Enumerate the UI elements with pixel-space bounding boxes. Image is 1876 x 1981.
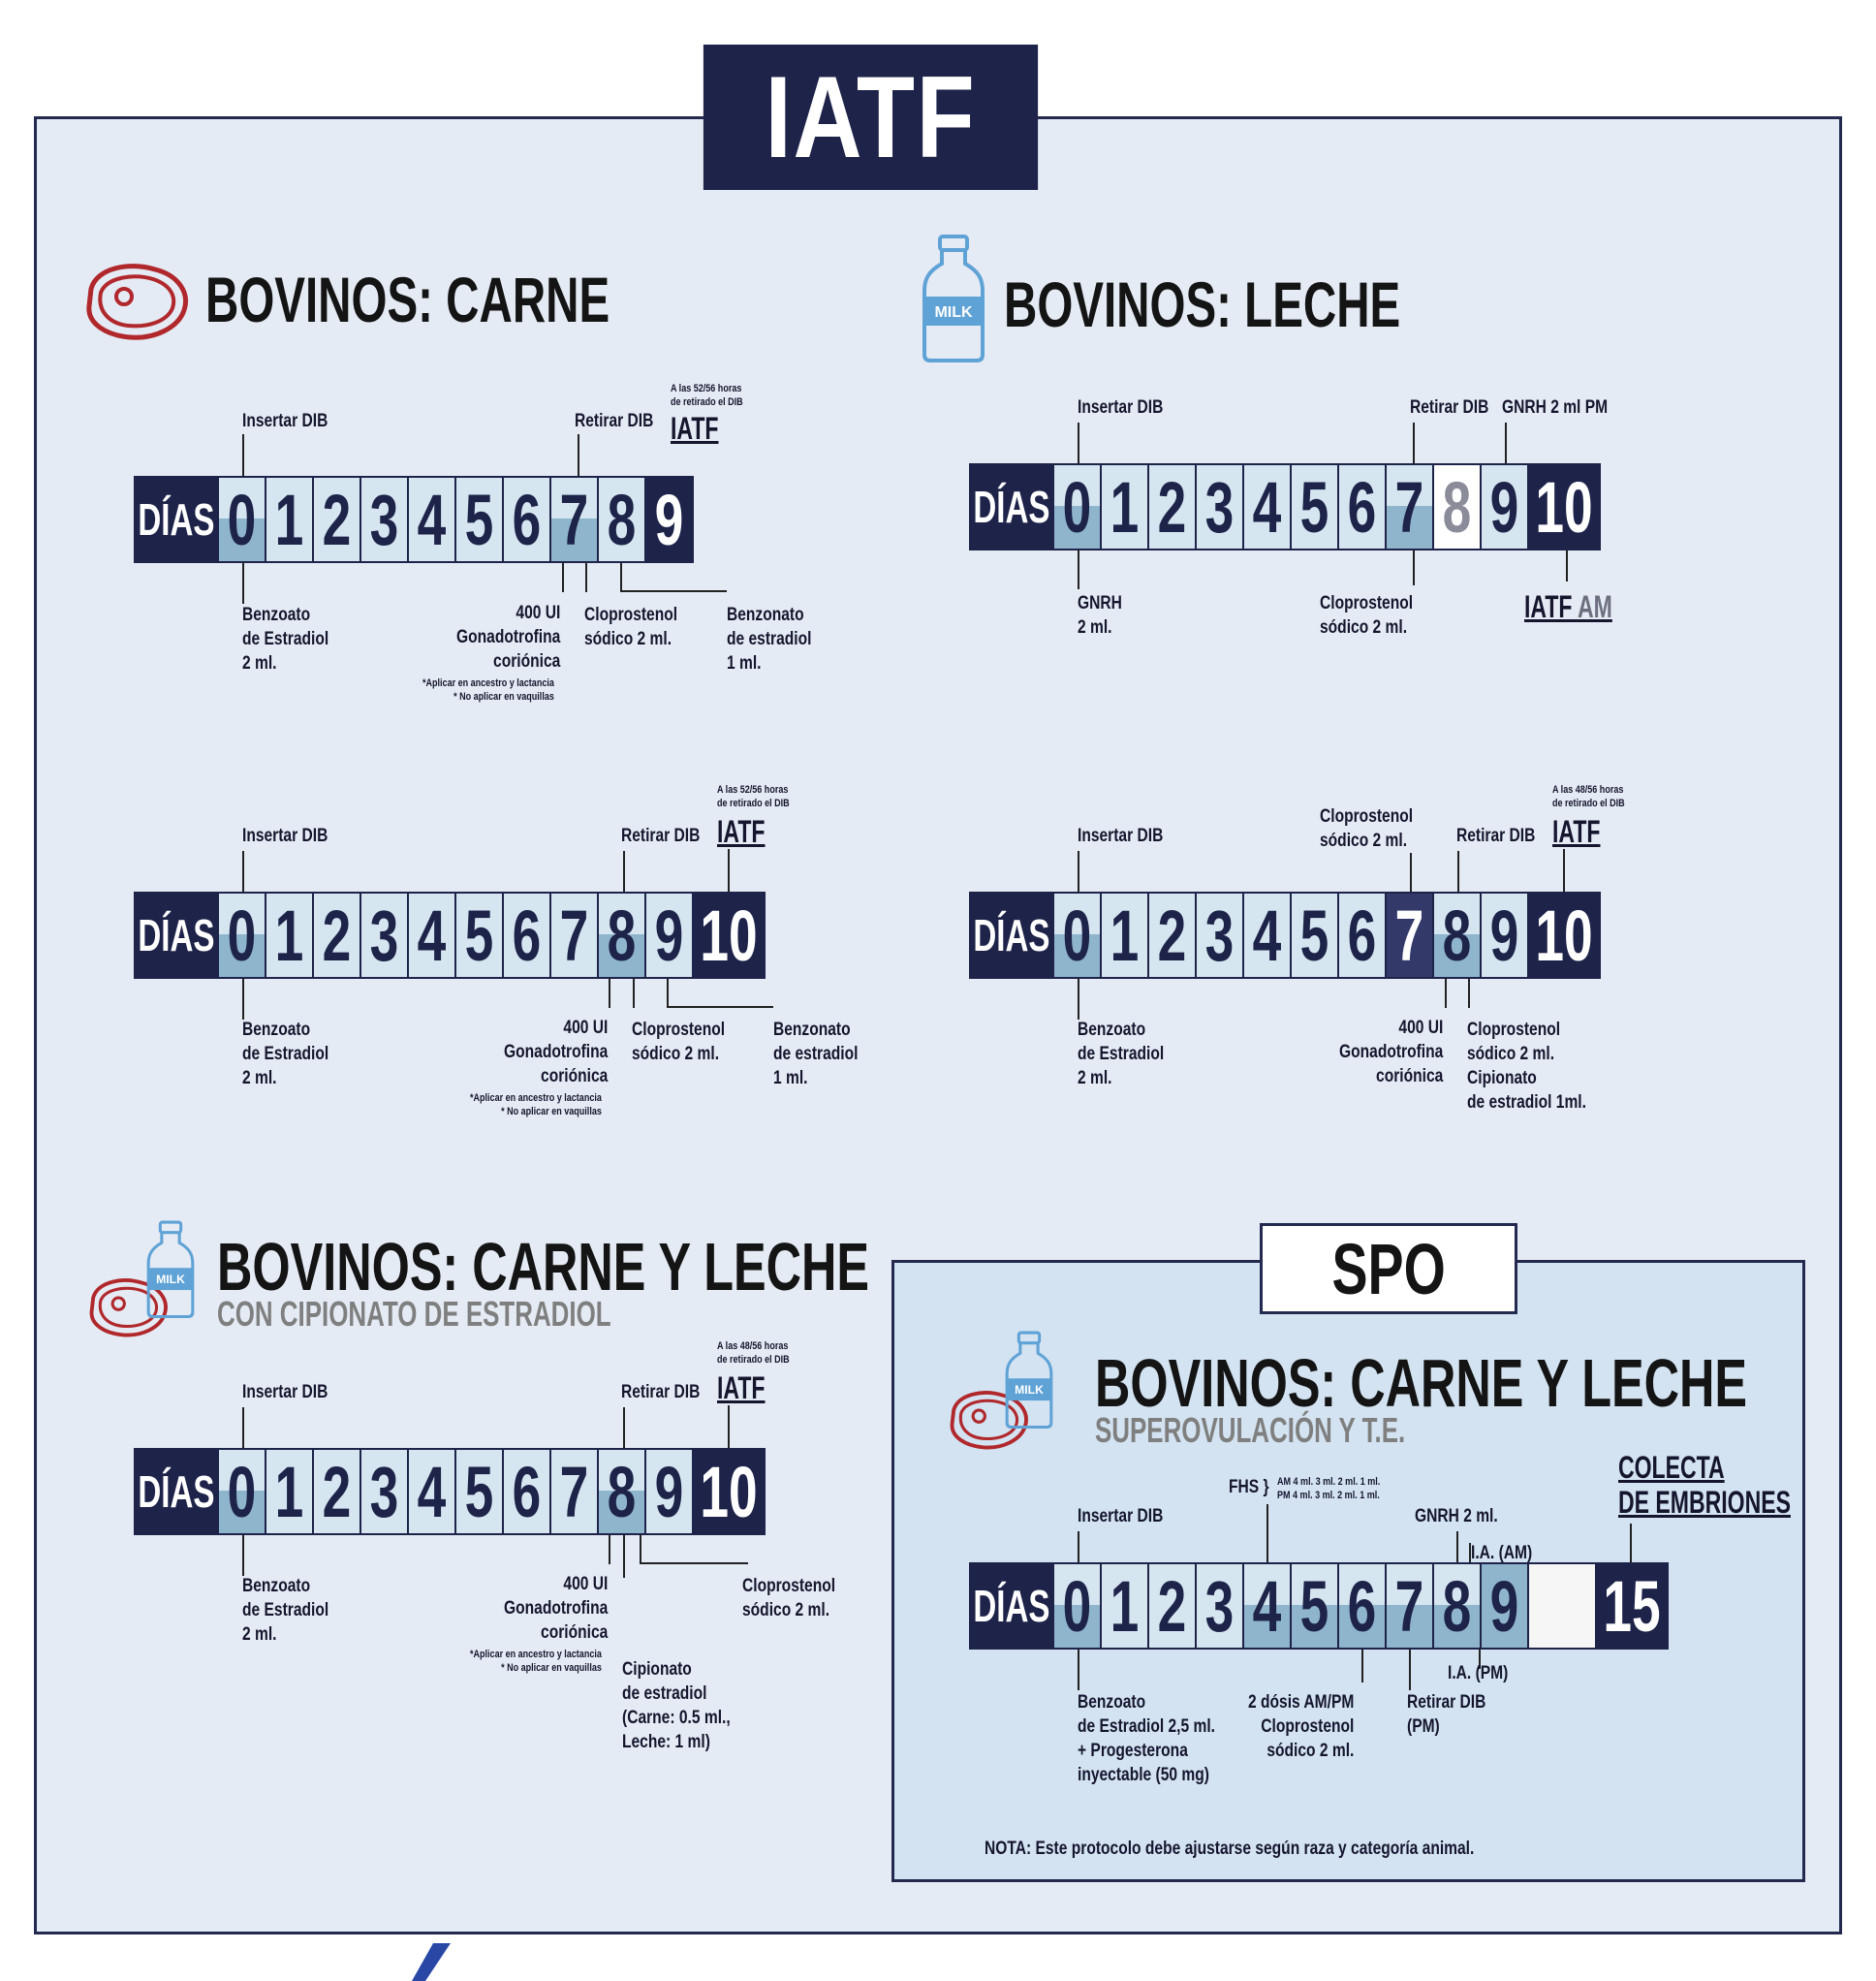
days-label: DÍAS: [134, 892, 219, 979]
day-cell: 2: [1149, 463, 1197, 550]
days-strip-leche-2: [969, 892, 1601, 979]
day-cell: 10: [694, 892, 766, 979]
svg-text:MILK: MILK: [934, 304, 973, 321]
cloprostenol-cipionato-label: Cloprostenol sódico 2 ml. Cipionato de estradiol 1ml.: [1467, 1020, 1586, 1113]
gonadotrofina-note: *Aplicar en ancestro y lactancia * No aplicar en vaquillas: [470, 1092, 602, 1117]
day-cell: 9: [1482, 892, 1529, 979]
insert-dib-label: Insertar DIB: [1078, 1506, 1164, 1526]
section-heading-carne: BOVINOS: CARNE: [205, 264, 610, 335]
gonadotrofina-note: *Aplicar en ancestro y lactancia * No aplicar en vaquillas: [422, 677, 554, 703]
milk-bottle-icon: [145, 1219, 196, 1318]
cloprostenol-label: Cloprostenol sódico 2 ml.: [1320, 806, 1414, 851]
day-cell: 4: [409, 892, 456, 979]
iatf-timing-note: A las 48/56 horas de retirado el DIB: [717, 1340, 790, 1366]
gonadotrofina-label: 400 UI Gonadotrofina coriónica: [504, 1574, 609, 1643]
days-strip-carne-leche: [134, 1448, 766, 1535]
iatf-label: IATF: [717, 814, 766, 849]
milk-bottle-icon: [921, 233, 986, 362]
section-heading-spo: BOVINOS: CARNE Y LECHE: [1095, 1345, 1748, 1421]
section-heading-leche: BOVINOS: LECHE: [1004, 268, 1401, 340]
logo-fragment-icon: [412, 1943, 451, 1981]
iatf-label: IATF: [1552, 814, 1601, 849]
day-cell: 10: [694, 1448, 766, 1535]
days-strip-spo: [969, 1562, 1669, 1650]
day-cell: 7: [1387, 463, 1434, 550]
day-cell: 7: [1387, 892, 1434, 979]
day-cell: 0: [1054, 1562, 1102, 1650]
insert-dib-label: Insertar DIB: [1078, 397, 1164, 418]
cipionato-label: Cipionato de estradiol (Carne: 0.5 ml., Leche: 1 ml): [622, 1659, 731, 1752]
day-cell: 0: [1054, 463, 1102, 550]
day-cell: 9: [646, 476, 694, 563]
days-strip-leche-1: [969, 463, 1601, 550]
cloprostenol-label: Cloprostenol sódico 2 ml.: [742, 1576, 836, 1620]
days-label: DÍAS: [969, 892, 1054, 979]
benzoato-progesterona-label: Benzoato de Estradiol 2,5 ml. + Progesterona inyectable (50 mg): [1078, 1692, 1216, 1785]
day-cell: 1: [266, 1448, 314, 1535]
remove-dib-label: Retirar DIB: [621, 826, 701, 846]
day-cell: 4: [409, 1448, 456, 1535]
day-cell: 3: [1197, 1562, 1244, 1650]
section-heading-carne-leche: BOVINOS: CARNE Y LECHE: [217, 1229, 870, 1305]
day-cell: 4: [1244, 463, 1292, 550]
day-cell: 9: [646, 1448, 694, 1535]
benzoato-label: Benzoato de Estradiol 2 ml.: [242, 1576, 329, 1645]
gonadotrofina-label: 400 UI Gonadotrofina coriónica: [456, 603, 561, 672]
day-cell: 6: [1339, 1562, 1387, 1650]
day-cell: 6: [1339, 463, 1387, 550]
cloprostenol-label: Cloprostenol sódico 2 ml.: [632, 1020, 726, 1064]
days-label: DÍAS: [969, 1562, 1054, 1650]
remove-dib-label: Retirar DIB: [575, 411, 654, 431]
gnrh-label: GNRH 2 ml.: [1415, 1506, 1498, 1526]
cloprostenol-label: Cloprostenol sódico 2 ml.: [1320, 593, 1414, 638]
ia-am-label: I.A. (AM): [1471, 1543, 1533, 1563]
day-cell: 3: [361, 1448, 409, 1535]
day-cell: 3: [1197, 463, 1244, 550]
day-cell: 1: [266, 892, 314, 979]
day-cell: 3: [361, 892, 409, 979]
iatf-timing-note: A las 52/56 horas de retirado el DIB: [671, 383, 743, 408]
day-cell: 15: [1597, 1562, 1669, 1650]
day-cell: 5: [456, 1448, 504, 1535]
ia-pm-label: I.A. (PM): [1448, 1663, 1509, 1683]
remove-dib-label: Retirar DIB: [621, 1382, 701, 1402]
day-cell: 9: [646, 892, 694, 979]
days-label: DÍAS: [969, 463, 1054, 550]
day-cell: 4: [1244, 1562, 1292, 1650]
iatf-am-label: IATF AM: [1524, 589, 1612, 624]
page-title: IATF: [704, 45, 1038, 190]
day-cell: 6: [1339, 892, 1387, 979]
day-cell: 5: [1292, 1562, 1339, 1650]
cloprostenol-dosis-label: 2 dósis AM/PM Cloprostenol sódico 2 ml.: [1248, 1692, 1355, 1761]
spo-title: SPO: [1260, 1223, 1517, 1314]
day-cell: 0: [219, 1448, 266, 1535]
day-cell: 1: [1102, 463, 1149, 550]
day-cell: 1: [1102, 1562, 1149, 1650]
steak-icon: [83, 260, 192, 343]
day-cell: 10: [1529, 892, 1601, 979]
day-cell: 8: [1434, 892, 1482, 979]
section-subheading-superovulacion: SUPEROVULACIÓN Y T.E.: [1095, 1410, 1406, 1450]
day-cell: 1: [1102, 892, 1149, 979]
insert-dib-label: Insertar DIB: [242, 411, 328, 431]
day-cell: 10: [1529, 463, 1601, 550]
gnrh-label: GNRH 2 ml.: [1078, 593, 1122, 638]
protocol-note: NOTA: Este protocolo debe ajustarse según raza y categoría animal.: [985, 1839, 1475, 1859]
day-cell-gap: [1529, 1562, 1597, 1650]
remove-dib-label: Retirar DIB: [1456, 826, 1536, 846]
day-cell: 9: [1482, 463, 1529, 550]
day-cell: 7: [551, 1448, 599, 1535]
day-cell: 7: [551, 476, 599, 563]
day-cell: 5: [1292, 463, 1339, 550]
iatf-timing-note: A las 52/56 horas de retirado el DIB: [717, 784, 790, 809]
day-cell: 4: [1244, 892, 1292, 979]
day-cell: 2: [314, 892, 361, 979]
remove-dib-label: Retirar DIB: [1410, 397, 1489, 418]
day-cell: 3: [361, 476, 409, 563]
insert-dib-label: Insertar DIB: [242, 826, 328, 846]
day-cell: 6: [504, 892, 551, 979]
day-cell: 5: [456, 476, 504, 563]
benzoato-label: Benzoato de Estradiol 2 ml.: [1078, 1020, 1165, 1088]
day-cell: 2: [1149, 892, 1197, 979]
colecta-embriones-label: COLECTA DE EMBRIONES: [1618, 1450, 1791, 1520]
day-cell: 8: [1434, 1562, 1482, 1650]
cloprostenol-label: Cloprostenol sódico 2 ml.: [584, 605, 678, 649]
day-cell: 4: [409, 476, 456, 563]
day-cell: 3: [1197, 892, 1244, 979]
day-cell: 6: [504, 476, 551, 563]
iatf-label: IATF: [671, 411, 719, 446]
remove-dib-label: Retirar DIB (PM): [1407, 1692, 1486, 1737]
day-cell: 7: [551, 892, 599, 979]
day-cell: 8: [1434, 463, 1482, 550]
benzonato-label: Benzonato de estradiol 1 ml.: [773, 1020, 859, 1088]
gonadotrofina-note: *Aplicar en ancestro y lactancia * No aplicar en vaquillas: [470, 1649, 602, 1674]
iatf-timing-note: A las 48/56 horas de retirado el DIB: [1552, 784, 1625, 809]
days-strip-carne-1: [134, 476, 694, 563]
days-label: DÍAS: [134, 476, 219, 563]
day-cell: 8: [599, 892, 646, 979]
milk-bottle-icon: [1004, 1330, 1054, 1429]
benzoato-label: Benzoato de Estradiol 2 ml.: [242, 605, 329, 674]
fhs-doses: AM 4 ml. 3 ml. 2 ml. 1 ml. PM 4 ml. 3 ml. 2 ml. 1 ml.: [1277, 1476, 1381, 1501]
gonadotrofina-label: 400 UI Gonadotrofina coriónica: [1339, 1018, 1444, 1086]
day-cell: 7: [1387, 1562, 1434, 1650]
day-cell: 0: [1054, 892, 1102, 979]
benzonato-label: Benzonato de estradiol 1 ml.: [727, 605, 812, 674]
day-cell: 2: [314, 476, 361, 563]
benzoato-label: Benzoato de Estradiol 2 ml.: [242, 1020, 329, 1088]
fhs-label: FHS }: [1229, 1477, 1269, 1497]
section-subheading-cipionato: CON CIPIONATO DE ESTRADIOL: [217, 1294, 611, 1334]
day-cell: 8: [599, 1448, 646, 1535]
day-cell: 2: [1149, 1562, 1197, 1650]
gnrh-pm-label: GNRH 2 ml PM: [1502, 397, 1609, 418]
day-cell: 6: [504, 1448, 551, 1535]
day-cell: 8: [599, 476, 646, 563]
insert-dib-label: Insertar DIB: [1078, 826, 1164, 846]
day-cell: 2: [314, 1448, 361, 1535]
day-cell: 9: [1482, 1562, 1529, 1650]
day-cell: 0: [219, 892, 266, 979]
day-cell: 1: [266, 476, 314, 563]
insert-dib-label: Insertar DIB: [242, 1382, 328, 1402]
svg-text:MILK: MILK: [156, 1273, 185, 1287]
days-strip-carne-2: [134, 892, 766, 979]
day-cell: 5: [1292, 892, 1339, 979]
iatf-label: IATF: [717, 1370, 766, 1405]
svg-text:MILK: MILK: [1015, 1383, 1044, 1398]
day-cell: 0: [219, 476, 266, 563]
days-label: DÍAS: [134, 1448, 219, 1535]
gonadotrofina-label: 400 UI Gonadotrofina coriónica: [504, 1018, 609, 1086]
day-cell: 5: [456, 892, 504, 979]
